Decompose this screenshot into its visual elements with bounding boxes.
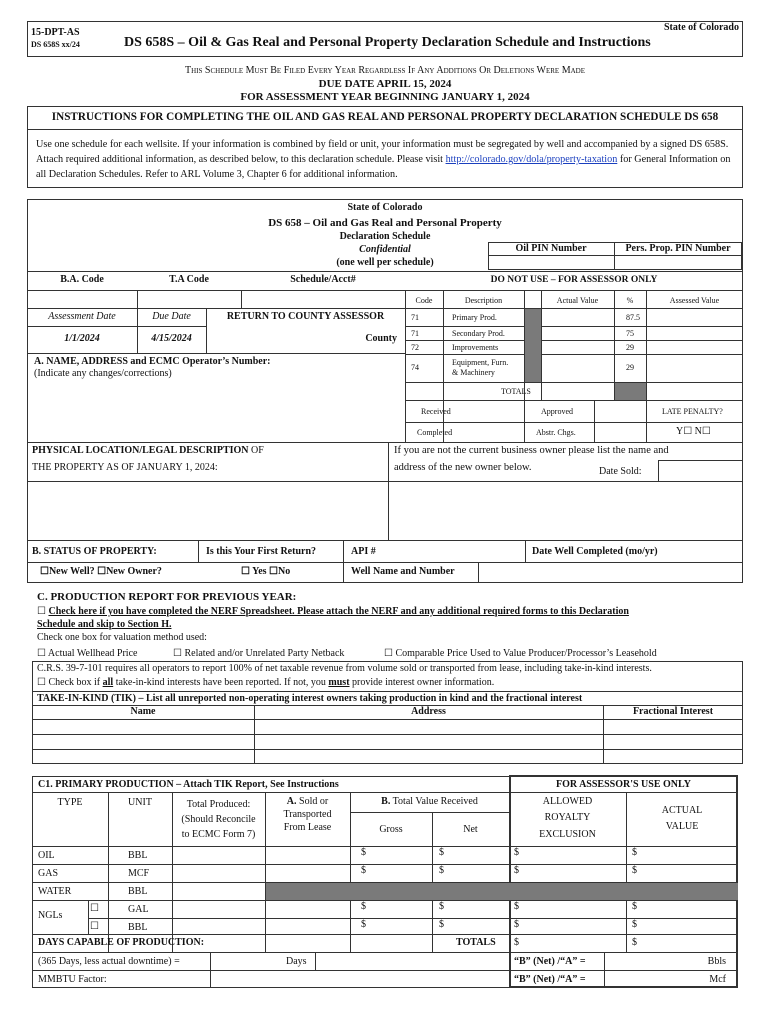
assessor-percent: 75 <box>626 328 634 338</box>
assessor-col-header: Code <box>415 296 433 305</box>
first-return-checkboxes[interactable]: ☐ Yes ☐No <box>241 566 291 577</box>
property-taxation-link[interactable]: http://colorado.gov/dola/property-taxation <box>445 154 618 165</box>
days-unit: Days <box>286 956 307 967</box>
abstr-chgs-label: Abstr. Chgs. <box>536 428 576 437</box>
assessed-value-input[interactable] <box>647 327 742 339</box>
rule-line <box>524 400 525 442</box>
actual-value-dollar: $ <box>632 847 637 858</box>
assessor-percent: 29 <box>626 363 634 372</box>
assessor-col-header: % <box>626 296 634 305</box>
assessor-percent: 87.5 <box>626 312 640 322</box>
actual-value-dollar: $ <box>632 919 637 930</box>
sold-transported-input[interactable] <box>266 901 349 917</box>
oil-pin-label: Oil PIN Number <box>515 243 587 254</box>
days-formula-label: (365 Days, less actual downtime) = <box>38 956 180 967</box>
assessor-code: 72 <box>411 342 419 352</box>
ba-code-label: B.A. Code <box>60 274 104 285</box>
value-header: VALUE <box>665 821 699 832</box>
completed-label: Completed <box>417 428 453 437</box>
new-owner-input[interactable] <box>391 483 741 538</box>
assessment-year: FOR ASSESSMENT YEAR BEGINNING JANUARY 1, 2024 <box>240 91 530 103</box>
total-produced-note-2: to ECMC Form 7) <box>181 829 256 840</box>
mmbtu-label: MMBTU Factor: <box>38 974 107 985</box>
assessor-description: Equipment, Furn. <box>452 358 509 367</box>
net-dollar: $ <box>439 865 444 876</box>
actual-value-input[interactable] <box>542 327 613 339</box>
approved-label: Approved <box>541 407 573 416</box>
section-c-title: C. PRODUCTION REPORT FOR PREVIOUS YEAR: <box>37 591 297 603</box>
crs-note: C.R.S. 39-7-101 requires all operators to report 100% of net taxable revenue from volume sold or transported from lease, including take-in-kind interests. <box>37 663 652 674</box>
pers-pin-input[interactable] <box>615 256 741 269</box>
rule-line <box>210 952 211 988</box>
ba-code-input[interactable] <box>28 291 136 307</box>
form-version: DS 658S xx/24 <box>31 40 80 49</box>
actual-header: ACTUAL <box>661 805 703 816</box>
page-title: DS 658S – Oil & Gas Real and Personal Property Declaration Schedule and Instructions <box>124 35 651 50</box>
sold-transported-input[interactable] <box>266 919 349 935</box>
unit-header: UNIT <box>128 797 152 808</box>
type-header: TYPE <box>57 797 83 808</box>
total-produced-note: (Should Reconcile <box>181 814 256 825</box>
assessment-date-label: Assessment Date <box>48 311 116 322</box>
days-capable-label: DAYS CAPABLE OF PRODUCTION: <box>38 937 205 948</box>
api-label: API # <box>351 546 376 557</box>
schedule-acct-label: Schedule/Acct# <box>290 274 356 285</box>
date-sold-input[interactable] <box>660 462 741 480</box>
assessor-code: 74 <box>411 363 419 372</box>
schedule-subtitle: Declaration Schedule <box>339 231 431 242</box>
production-unit: MCF <box>128 868 150 879</box>
assessor-code: 71 <box>411 328 419 338</box>
rule-line <box>594 400 595 442</box>
new-owner-note: If you are not the current business owner please list the name and <box>394 445 669 456</box>
rule-line <box>32 792 738 793</box>
instructions-body: Use one schedule for each wellsite. If your information is combined by field or unit, your information must be segregated by well and accompanied by a signed DS 658S. Attach required additional information, as described below, to this declaration schedule. Please visit http://colorado.gov/dola/property-taxation for General Information on all Declaration Schedules. Refer to ARL Volume 3, Chapter 6 for additional information. <box>36 139 731 180</box>
mcf-unit: Mcf <box>709 974 726 985</box>
section-a-title: A. NAME, ADDRESS and ECMC Operator’s Number: <box>34 356 271 367</box>
rule-line <box>443 290 444 400</box>
actual-value-dollar: $ <box>632 865 637 876</box>
shaded-row <box>266 883 738 900</box>
status-title: B. STATUS OF PROPERTY: <box>32 546 157 557</box>
physical-location-title: PHYSICAL LOCATION/LEGAL DESCRIPTION OF <box>32 445 264 456</box>
bbls-unit: Bbls <box>707 956 726 967</box>
section-a-subtitle: (Indicate any changes/corrections) <box>34 368 172 379</box>
production-type: NGLs <box>38 910 63 921</box>
instructions-heading: INSTRUCTIONS FOR COMPLETING THE OIL AND GAS REAL AND PERSONAL PROPERTY DECLARATION SCHEDULE DS 658 <box>51 111 719 123</box>
schedule-acct-input[interactable] <box>242 291 404 307</box>
nerf-checkbox-line[interactable]: ☐ Check here if you have completed the NERF Spreadsheet. Please attach the NERF and any additional required forms to this Declaration Schedule and skip to Section H. <box>37 606 629 630</box>
physical-location-input[interactable] <box>30 483 385 538</box>
total-produced-input[interactable] <box>173 883 264 899</box>
total-produced-input[interactable] <box>173 865 264 881</box>
ngl-unit-checkbox[interactable]: ☐ <box>90 921 99 932</box>
gross-dollar: $ <box>361 919 366 930</box>
assessor-description: & Machinery <box>452 368 495 377</box>
oil-pin-input[interactable] <box>489 256 613 269</box>
days-input[interactable] <box>212 954 282 969</box>
production-unit: GAL <box>128 904 149 915</box>
sold-transported-header-3: From Lease <box>283 822 332 833</box>
header-frame <box>27 21 743 57</box>
total-produced-input[interactable] <box>173 919 264 935</box>
production-unit: BBL <box>128 886 148 897</box>
well-name-input[interactable] <box>481 564 741 582</box>
gross-header: Gross <box>379 824 403 835</box>
total-produced-input[interactable] <box>173 901 264 917</box>
county-label: County <box>365 333 397 344</box>
rule-line <box>350 812 509 813</box>
due-date-label: Due Date <box>152 311 191 322</box>
filing-notice: This Schedule Must Be Filed Every Year Regardless If Any Additions Or Deletions Were Made <box>185 65 585 76</box>
shaded-cell <box>525 309 541 382</box>
rule-line <box>88 900 89 934</box>
ratio-mcf-label: “B” (Net) /“A” = <box>514 974 586 985</box>
header-state: State of Colorado <box>664 22 739 33</box>
name-address-input[interactable] <box>30 383 402 441</box>
tik-reported-checkbox[interactable]: ☐ Check box if all take-in-kind interests have been reported. If not, you must provide interest owner information. <box>37 677 495 688</box>
totals-royalty-dollar: $ <box>514 937 519 948</box>
total-produced-input[interactable] <box>173 847 264 863</box>
gross-dollar: $ <box>361 847 366 858</box>
assessor-use-title: FOR ASSESSOR'S USE ONLY <box>556 779 691 790</box>
actual-value-input[interactable] <box>542 341 613 353</box>
received-label: Received <box>421 407 451 416</box>
schedule-state: State of Colorado <box>347 202 423 213</box>
total-produced-header: Total Produced: <box>186 799 251 810</box>
sold-transported-header-2: Transported <box>283 809 332 820</box>
rule-line <box>32 934 738 935</box>
new-well-owner-checkboxes[interactable]: ☐New Well? ☐New Owner? <box>40 566 162 577</box>
total-value-header: B. Total Value Received <box>381 796 478 807</box>
net-dollar: $ <box>439 847 444 858</box>
option-comparable-price[interactable]: ☐ Comparable Price Used to Value Producer/Processor’s Leasehold <box>384 648 657 659</box>
mmbtu-input[interactable] <box>212 972 508 987</box>
net-header: Net <box>463 824 478 835</box>
assessed-value-input[interactable] <box>647 309 742 325</box>
production-type: WATER <box>38 886 72 897</box>
net-dollar: $ <box>439 901 444 912</box>
confidential-label: Confidential <box>359 244 411 255</box>
valuation-method-label: Check one box for valuation method used: <box>37 632 207 643</box>
pers-pin-label: Pers. Prop. PIN Number <box>625 243 731 254</box>
assessor-description: Improvements <box>452 342 499 352</box>
royalty-dollar: $ <box>514 901 519 912</box>
api-input[interactable] <box>388 542 522 560</box>
schedule-title: DS 658 – Oil and Gas Real and Personal Property <box>268 217 502 229</box>
sold-transported-input[interactable] <box>266 865 349 881</box>
due-date-value: 4/15/2024 <box>151 333 192 344</box>
rule-line <box>32 952 738 953</box>
gross-dollar: $ <box>361 901 366 912</box>
ngl-unit-checkbox[interactable]: ☐ <box>90 903 99 914</box>
net-dollar: $ <box>439 919 444 930</box>
royalty-dollar: $ <box>514 919 519 930</box>
assessor-description: Secondary Prod. <box>452 328 505 338</box>
rule-line <box>405 382 743 383</box>
ratio-bbls-label: “B” (Net) /“A” = <box>514 956 586 967</box>
assessor-col-header: Assessed Value <box>669 296 720 305</box>
shaded-cell <box>615 383 646 400</box>
option-actual-wellhead[interactable]: ☐ Actual Wellhead Price <box>37 648 138 659</box>
actual-value-input[interactable] <box>542 355 613 381</box>
one-well-note: (one well per schedule) <box>336 257 434 268</box>
c1-totals-label: TOTALS <box>456 937 496 948</box>
gross-dollar: $ <box>361 865 366 876</box>
royalty-header: ROYALTY <box>544 812 591 823</box>
return-to-assessor: RETURN TO COUNTY ASSESSOR <box>226 311 385 322</box>
exclusion-header: EXCLUSION <box>539 829 596 840</box>
assessor-code: 71 <box>411 312 419 322</box>
rule-line <box>646 400 647 442</box>
date-sold-label: Date Sold: <box>599 466 642 477</box>
assessed-value-input[interactable] <box>647 341 742 353</box>
production-unit: BBL <box>128 922 148 933</box>
royalty-dollar: $ <box>514 865 519 876</box>
royalty-dollar: $ <box>514 847 519 858</box>
date-completed-input[interactable] <box>682 542 740 560</box>
sold-transported-input[interactable] <box>266 847 349 863</box>
well-name-label: Well Name and Number <box>351 566 455 577</box>
option-netback[interactable]: ☐ Related and/or Unrelated Party Netback <box>173 648 345 659</box>
rule-line <box>405 422 743 423</box>
late-penalty-label: LATE PENALTY? <box>662 407 723 416</box>
totals-actual-dollar: $ <box>632 937 637 948</box>
assessed-value-input[interactable] <box>647 355 742 381</box>
allowed-header: ALLOWED <box>542 796 593 807</box>
assessor-col-header: Description <box>464 296 503 305</box>
tik-rows-input[interactable] <box>33 720 742 763</box>
assessor-percent: 29 <box>626 342 634 352</box>
production-unit: BBL <box>128 850 148 861</box>
rule-line <box>604 952 605 988</box>
tik-title: TAKE-IN-KIND (TIK) – List all unreported non-operating interest owners taking production in kind and the fractional interest <box>37 693 583 704</box>
c1-title: C1. PRIMARY PRODUCTION – Attach TIK Report, See Instructions <box>38 779 339 790</box>
sold-transported-header: A. Sold or <box>286 796 329 807</box>
assessor-only-label: DO NOT USE – FOR ASSESSOR ONLY <box>490 275 658 285</box>
actual-value-input[interactable] <box>542 309 613 325</box>
ta-code-label: T.A Code <box>169 274 209 285</box>
due-date: DUE DATE APRIL 15, 2024 <box>318 78 452 90</box>
late-penalty-checkboxes[interactable]: Y☐ N☐ <box>676 426 711 437</box>
rule-line <box>108 792 109 952</box>
rule-line <box>626 792 627 952</box>
date-completed-label: Date Well Completed (mo/yr) <box>532 546 658 557</box>
new-owner-note-2: address of the new owner below. <box>394 462 532 473</box>
production-type: GAS <box>38 868 59 879</box>
assessor-col-header: Actual Value <box>556 296 599 305</box>
physical-location-subtitle: THE PROPERTY AS OF JANUARY 1, 2024: <box>32 462 218 473</box>
tik-address-header: Address <box>411 706 446 717</box>
rule-line <box>350 792 351 952</box>
rule-line <box>315 952 316 970</box>
first-return-label: Is this Your First Return? <box>206 546 317 557</box>
assessor-totals-label: TOTALS <box>501 387 531 396</box>
rule-line <box>405 400 743 401</box>
ta-code-input[interactable] <box>138 291 240 307</box>
tik-fraction-header: Fractional Interest <box>632 706 714 717</box>
tik-name-header: Name <box>130 706 156 717</box>
form-code: 15-DPT-AS <box>31 27 80 38</box>
rule-line <box>32 970 738 971</box>
assessment-date-value: 1/1/2024 <box>64 333 100 344</box>
assessor-description: Primary Prod. <box>452 312 497 322</box>
production-type: OIL <box>38 850 55 861</box>
actual-value-dollar: $ <box>632 901 637 912</box>
